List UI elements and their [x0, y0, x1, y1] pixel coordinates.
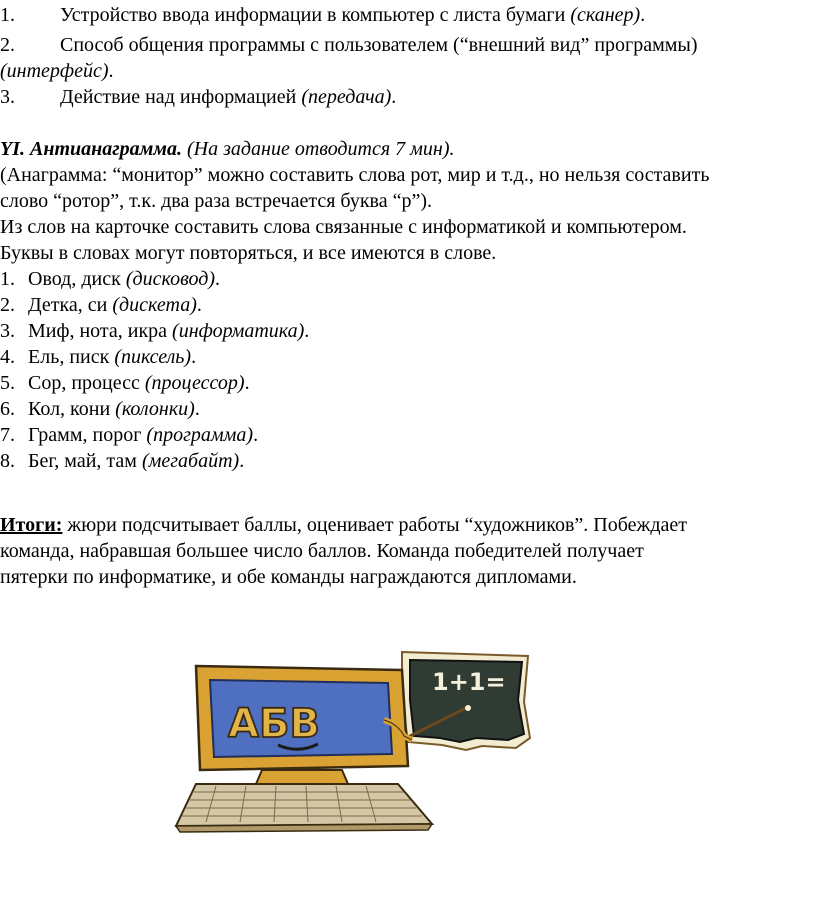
list-item: 6. Кол, кони (колонки).	[0, 398, 200, 420]
list-item: 1. Устройство ввода информации в компьютер с листа бумаги (сканер).	[0, 4, 646, 26]
pointer-tip-icon	[465, 705, 471, 711]
list-item: 3. Действие над информацией (передача).	[0, 86, 397, 108]
paragraph-line: слово “ротор”, т.к. два раза встречается буква “р”).	[0, 190, 433, 212]
section-heading: YI. Антианаграмма. (На задание отводится 7 мин).	[0, 138, 455, 160]
paragraph-line: Буквы в словах могут повторяться, и все имеются в слове.	[0, 242, 497, 264]
screen-letters: АБВ	[228, 701, 320, 747]
summary-line: пятерки по информатике, и обе команды награждаются дипломами.	[0, 566, 577, 588]
list-item: 2. Способ общения программы с пользователем (“внешний вид” программы)	[0, 34, 698, 56]
list-item: 5. Сор, процесс (процессор).	[0, 372, 250, 394]
list-item-continuation: (интерфейс).	[0, 60, 114, 82]
list-item: 8. Бег, май, там (мегабайт).	[0, 450, 245, 472]
list-item: 7. Грамм, порог (программа).	[0, 424, 259, 446]
list-item: 4. Ель, писк (пиксель).	[0, 346, 197, 368]
paragraph-line: (Анаграмма: “монитор” можно составить слова рот, мир и т.д., но нельзя составить	[0, 164, 710, 186]
monitor-stand	[256, 770, 348, 784]
list-item: 1. Овод, диск (дисковод).	[0, 268, 221, 290]
list-item: 2. Детка, си (дискета).	[0, 294, 202, 316]
chalkboard-text: 1+1=	[432, 668, 506, 696]
summary-line: команда, набравшая большее число баллов. Команда победителей получает	[0, 540, 644, 562]
list-item: 3. Миф, нота, икра (информатика).	[0, 320, 310, 342]
summary-line: Итоги: жюри подсчитывает баллы, оценивает работы “художников”. Побеждает	[0, 514, 687, 536]
paragraph-line: Из слов на карточке составить слова связанные с информатикой и компьютером.	[0, 216, 687, 238]
